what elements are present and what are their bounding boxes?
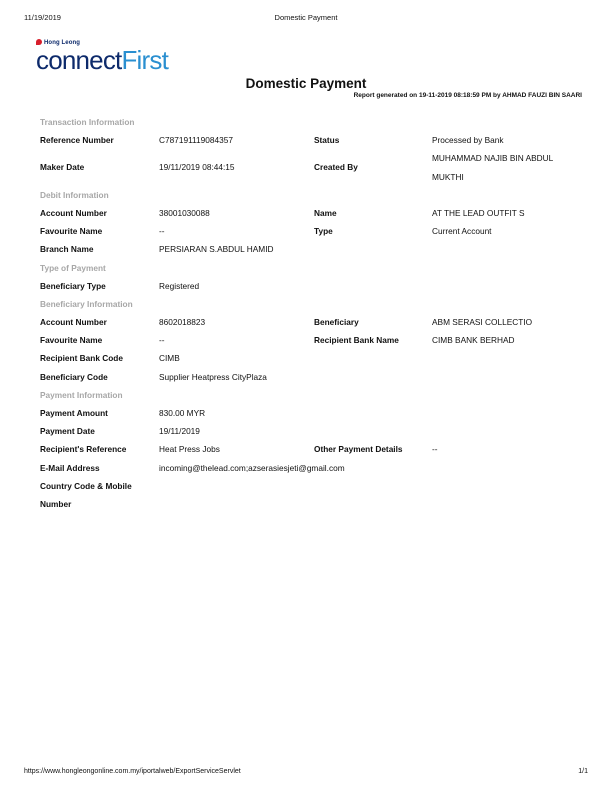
section-payment-information: Payment Information <box>40 389 123 400</box>
detail-row <box>40 368 590 386</box>
payment-amount-label: Payment Amount <box>40 408 108 419</box>
hong-leong-connectfirst-logo <box>36 39 186 79</box>
status-label: Status <box>314 135 340 146</box>
beneficiary-label: Beneficiary <box>314 317 359 328</box>
email-address-label: E-Mail Address <box>40 462 100 473</box>
detail-row <box>40 240 590 258</box>
detail-row <box>40 222 590 240</box>
detail-row <box>40 440 590 458</box>
recipient-bank-code-label: Recipient Bank Code <box>40 353 123 364</box>
recipient-bank-code-value: CIMB <box>159 353 180 364</box>
ben-favourite-name-value: -- <box>159 335 165 346</box>
detail-row <box>40 149 590 185</box>
section-type-of-payment: Type of Payment <box>40 262 106 273</box>
recipients-reference-value: Heat Press Jobs <box>159 444 220 455</box>
country-code-mobile-label: Country Code & Mobile Number <box>40 480 132 509</box>
beneficiary-type-value: Registered <box>159 280 200 291</box>
debit-account-number-label: Account Number <box>40 207 107 218</box>
document-title: Domestic Payment <box>245 76 367 91</box>
other-payment-details-value: -- <box>432 444 438 455</box>
recipient-bank-name-label: Recipient Bank Name <box>314 335 399 346</box>
payment-amount-value: 830.00 MYR <box>159 408 206 419</box>
maker-date-value: 19/11/2019 08:44:15 <box>159 162 235 173</box>
section-debit-information: Debit Information <box>40 189 109 200</box>
detail-row <box>40 459 590 477</box>
email-address-value: incoming@thelead.com;azserasiesjeti@gmail.com <box>159 462 345 473</box>
reference-number-value: C787191119084357 <box>159 135 233 146</box>
debit-favourite-name-value: -- <box>159 226 165 237</box>
reference-number-label: Reference Number <box>40 135 114 146</box>
beneficiary-code-label: Beneficiary Code <box>40 371 108 382</box>
ben-account-number-label: Account Number <box>40 317 107 328</box>
detail-row <box>40 422 590 440</box>
print-title: Domestic Payment <box>274 13 338 22</box>
detail-row <box>40 313 590 331</box>
recipient-bank-name-value: CIMB BANK BERHAD <box>432 335 515 346</box>
branch-name-label: Branch Name <box>40 244 94 255</box>
maker-date-label: Maker Date <box>40 162 85 173</box>
page-number: 1/1 <box>578 768 588 775</box>
report-generated-line: Report generated on 19-11-2019 08:18:59 PM by AHMAD FAUZI BIN SAARI <box>353 92 582 99</box>
debit-name-label: Name <box>314 207 337 218</box>
branch-name-value: PERSIARAN S.ABDUL HAMID <box>159 244 274 255</box>
beneficiary-type-label: Beneficiary Type <box>40 280 106 291</box>
debit-name-value: AT THE LEAD OUTFIT S <box>432 207 525 218</box>
print-url: https://www.hongleongonline.com.my/iportalweb/ExportServiceServlet <box>24 768 241 775</box>
ben-favourite-name-label: Favourite Name <box>40 335 103 346</box>
section-beneficiary-information: Beneficiary Information <box>40 298 133 309</box>
detail-row <box>40 131 590 149</box>
debit-account-number-value: 38001030088 <box>159 207 210 218</box>
print-date: 11/19/2019 <box>24 13 61 22</box>
detail-row <box>40 349 590 367</box>
payment-date-value: 19/11/2019 <box>159 426 200 437</box>
detail-row <box>40 331 590 349</box>
ben-account-number-value: 8602018823 <box>159 317 206 328</box>
detail-row <box>40 277 590 295</box>
other-payment-details-label: Other Payment Details <box>314 444 403 455</box>
logo-brand-small: Hong Leong <box>36 39 80 46</box>
logo-brand-big: connectFirst <box>36 45 169 75</box>
beneficiary-value: ABM SERASI COLLECTIO <box>432 317 533 328</box>
recipients-reference-label: Recipient's Reference <box>40 444 127 455</box>
detail-row <box>40 204 590 222</box>
beneficiary-code-value: Supplier Heatpress CityPlaza <box>159 371 267 382</box>
payment-details <box>40 113 590 513</box>
created-by-label: Created By <box>314 162 358 173</box>
section-transaction-information: Transaction Information <box>40 117 135 127</box>
debit-type-value: Current Account <box>432 226 492 237</box>
print-header <box>24 13 588 25</box>
debit-favourite-name-label: Favourite Name <box>40 226 103 237</box>
status-value: Processed by Bank <box>432 135 504 146</box>
created-by-value: MUHAMMAD NAJIB BIN ABDUL MUKTHI <box>432 153 553 182</box>
debit-type-label: Type <box>314 226 333 237</box>
detail-row <box>40 404 590 422</box>
payment-date-label: Payment Date <box>40 426 95 437</box>
detail-row <box>40 477 590 513</box>
